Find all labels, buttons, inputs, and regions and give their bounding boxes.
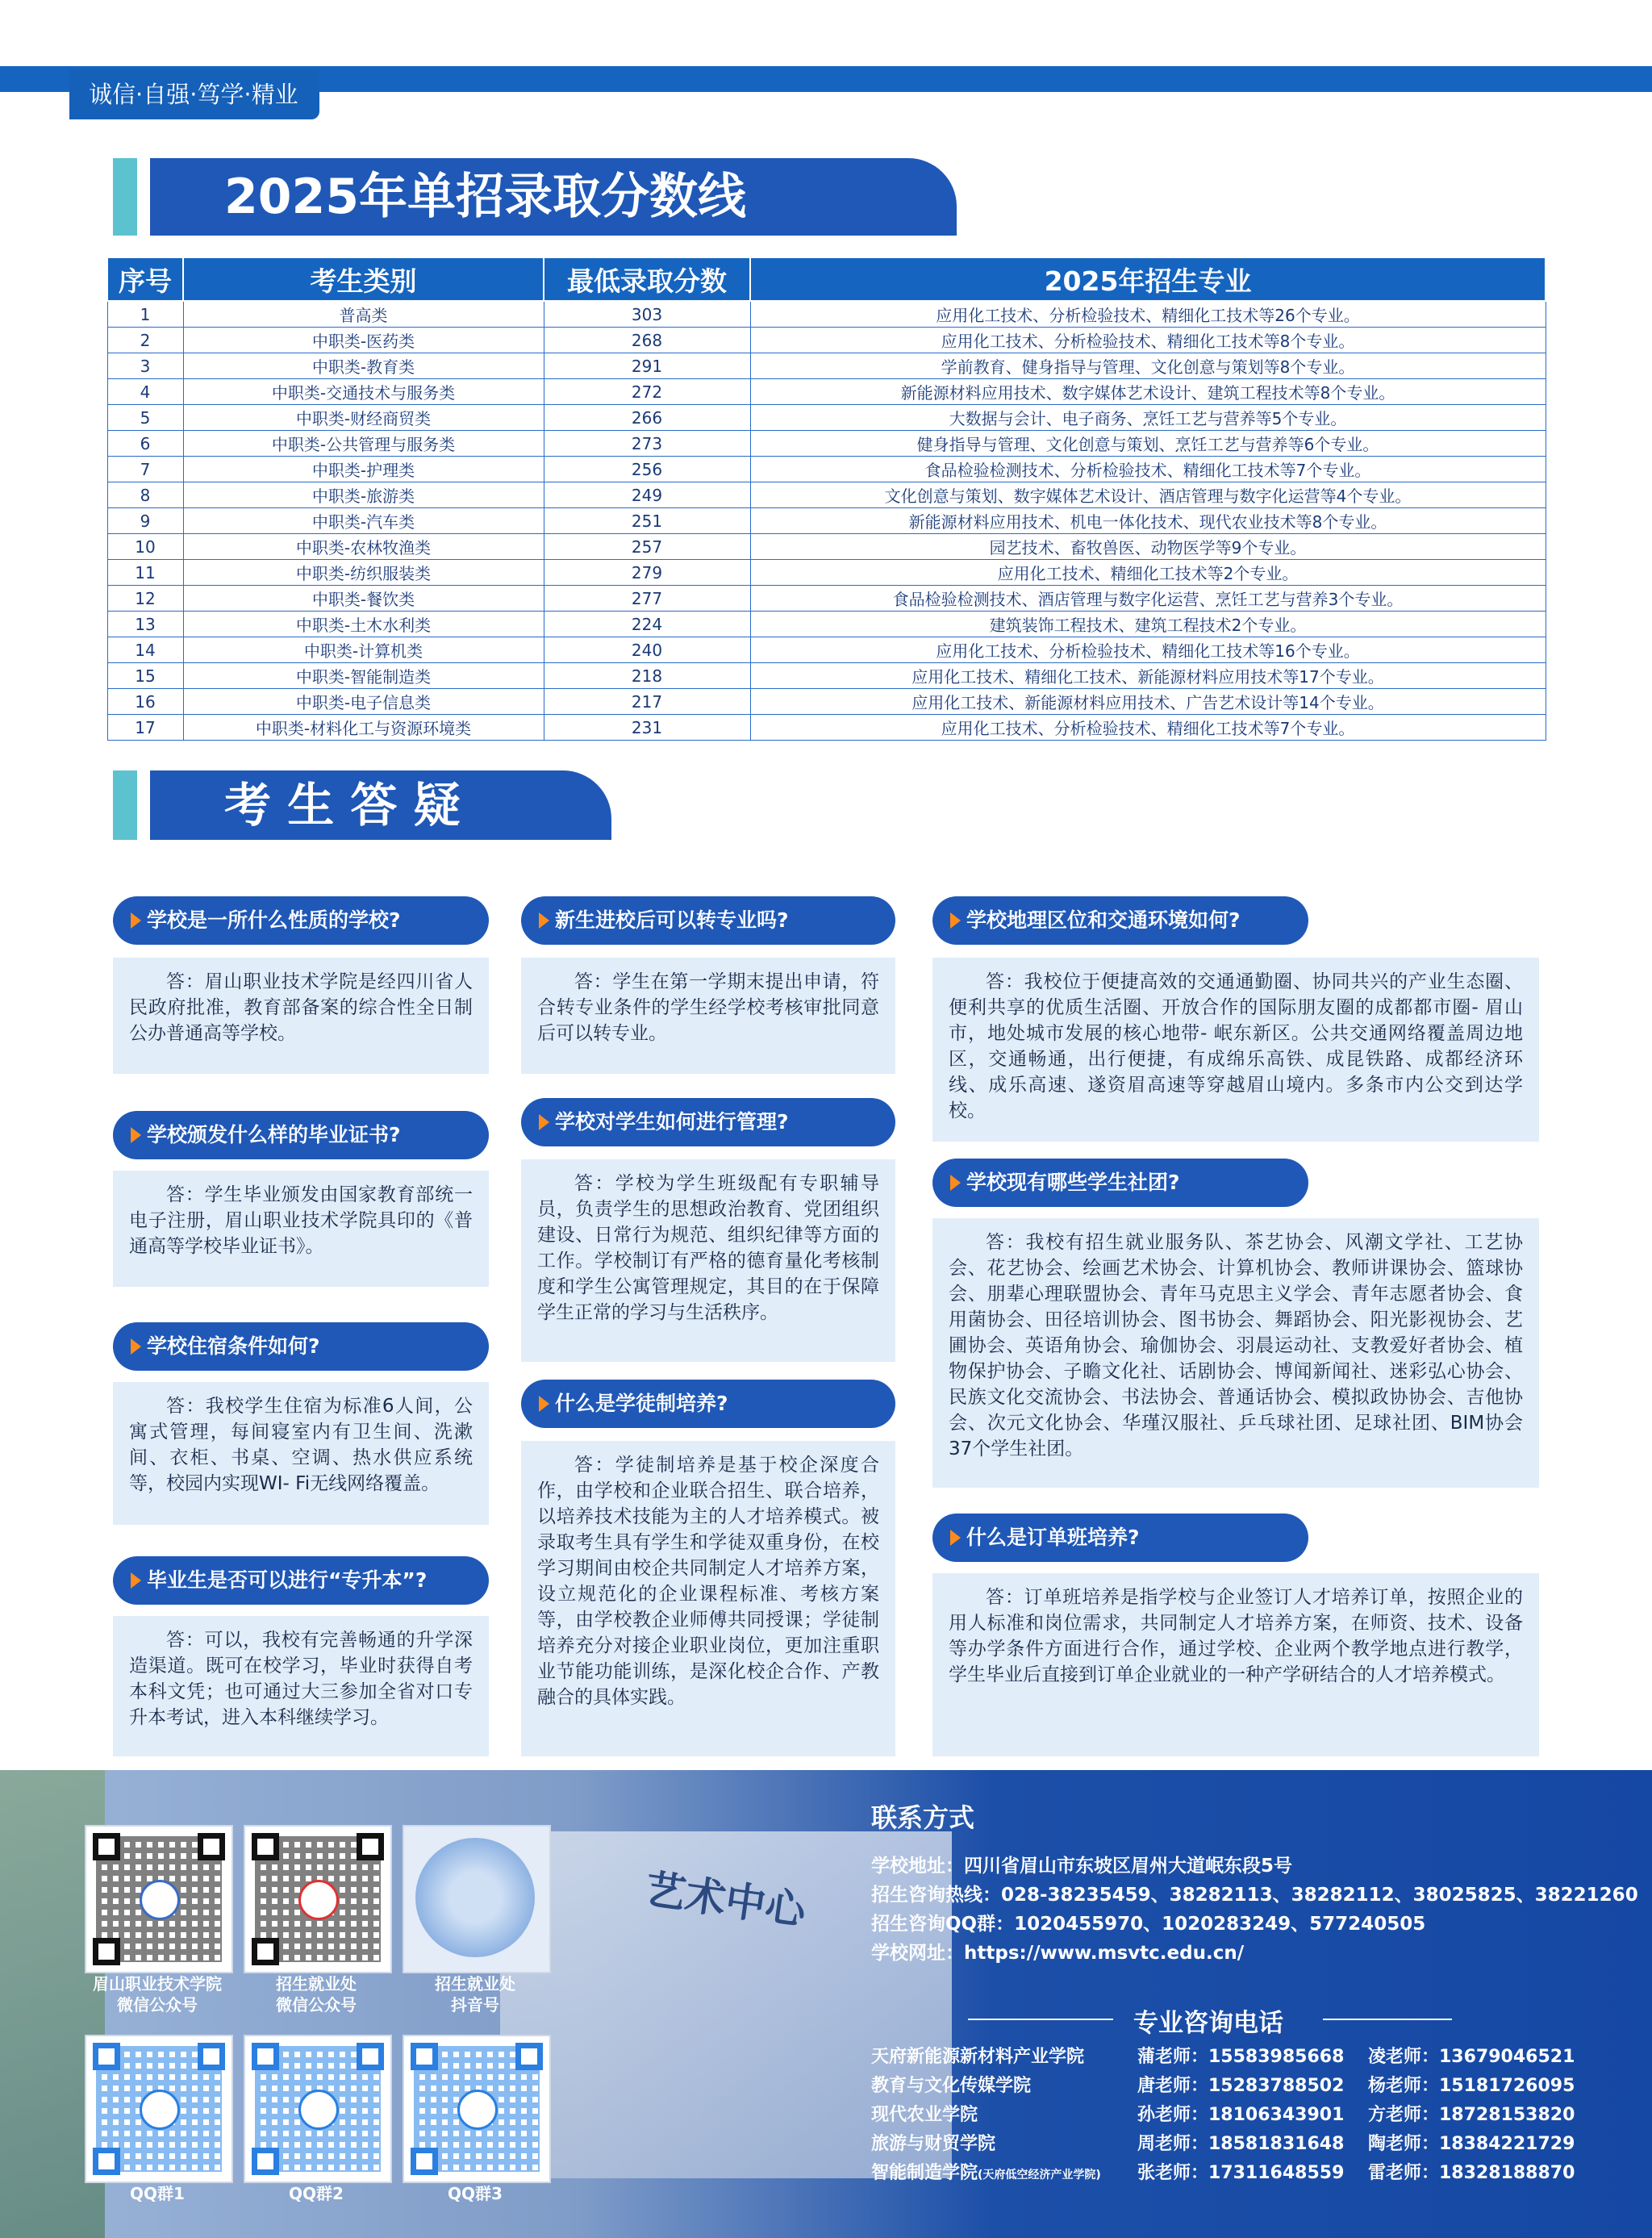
qq-group-1-qr-code[interactable] xyxy=(85,2035,233,2183)
qr-label: 招生就业处 抖音号 xyxy=(435,1974,515,2015)
section-score-title xyxy=(113,158,920,236)
col-header-min-score: 最低录取分数 xyxy=(544,257,750,301)
table-row xyxy=(107,663,1546,689)
qa-question xyxy=(113,1111,489,1159)
cell-category: 中职类-医药类 xyxy=(183,328,544,353)
teacher-phone: 凌老师：13679046521 xyxy=(1368,2047,1575,2067)
school-address: 学校地址：四川省眉山市东坡区眉州大道岷东段5号 xyxy=(871,1856,1293,1877)
cell-index: 16 xyxy=(107,689,183,715)
admission-wechat-qr-code[interactable] xyxy=(244,1825,392,1973)
college-name xyxy=(871,2101,978,2126)
cell-category: 中职类-农林牧渔类 xyxy=(183,534,544,560)
table-header-row xyxy=(107,257,1546,301)
cell-category: 中职类-交通技术与服务类 xyxy=(183,379,544,405)
cell-index: 1 xyxy=(107,301,183,328)
qa-question xyxy=(113,1322,489,1371)
cell-index: 9 xyxy=(107,508,183,534)
qa-question xyxy=(521,1380,895,1428)
qa-question-text: 毕业生是否可以进行“专升本”? xyxy=(147,1568,428,1592)
college-logo-icon xyxy=(140,1880,180,1920)
college-note: (天府低空经济产业学院) xyxy=(978,2169,1101,2182)
qa-question-text: 学校现有哪些学生社团? xyxy=(966,1171,1180,1194)
cell-index: 10 xyxy=(107,534,183,560)
cell-index: 11 xyxy=(107,560,183,586)
bullet-triangle-icon xyxy=(131,1127,141,1143)
qa-question xyxy=(521,1098,895,1146)
qa-answer: 答：我校有招生就业服务队、茶艺协会、风潮文学社、工艺协会、花艺协会、绘画艺术协会、计算机协会、教师讲课协会、篮球协会、朋辈心理联盟协会、青年马克思主义学会、青年志愿者协会、食用菌协会、田径培训协会、图书协会、舞蹈协会、阳光影视协会、艺圃协会、英语角协会、瑜伽协会、羽晨运动社、支教爱好者协会、植物保护协会、子瞻文化社、话剧协会、博闻新闻社、迷彩弘心协会、民族文化交流协会、书法协会、普通话协会、模拟政协协会、吉他协会、次元文化协会、华瑾汉服社、乒乓球社团、足球社团、BIM协会37个学生社团。 xyxy=(932,1218,1539,1488)
cell-min-score: 217 xyxy=(544,689,750,715)
cell-index: 8 xyxy=(107,482,183,508)
cell-index: 6 xyxy=(107,431,183,457)
cell-majors: 应用化工技术、分析检验技术、精细化工技术等16个专业。 xyxy=(750,637,1546,663)
cell-category: 中职类-旅游类 xyxy=(183,482,544,508)
consult-phone-title: 专业咨询电话 xyxy=(1133,2009,1283,2038)
table-row xyxy=(107,431,1546,457)
qa-question xyxy=(932,1514,1308,1562)
table-row xyxy=(107,689,1546,715)
cell-category: 中职类-财经商贸类 xyxy=(183,405,544,431)
table-row xyxy=(107,612,1546,637)
cell-min-score: 249 xyxy=(544,482,750,508)
qr-label: QQ群3 xyxy=(448,2184,503,2203)
cell-index: 3 xyxy=(107,353,183,379)
cell-min-score: 231 xyxy=(544,715,750,741)
cell-category: 中职类-电子信息类 xyxy=(183,689,544,715)
cell-min-score: 224 xyxy=(544,612,750,637)
table-row xyxy=(107,508,1546,534)
teacher-phone: 陶老师：18384221729 xyxy=(1368,2134,1575,2154)
cell-category: 中职类-计算机类 xyxy=(183,637,544,663)
cell-majors: 应用化工技术、分析检验技术、精细化工技术等7个专业。 xyxy=(750,715,1546,741)
qa-answer: 答：我校位于便捷高效的交通通勤圈、协同共兴的产业生态圈、便利共享的优质生活圈、开放合作的国际朋友圈的成都都市圈- 眉山市，地处城市发展的核心地带- 岷东新区。公共交通网络覆盖周边地区，交通畅通，出行便捷，有成绵乐高铁、成昆铁路、成都经济环线、成乐高速、遂资眉高速等穿越眉山境内。多条市内公交到达学校。 xyxy=(932,958,1539,1142)
qa-question-text: 什么是学徒制培养? xyxy=(555,1392,728,1415)
cell-index: 2 xyxy=(107,328,183,353)
bullet-triangle-icon xyxy=(131,1338,141,1355)
admission-qq-groups: 招生咨询QQ群：1020455970、1020283249、577240505 xyxy=(871,1914,1426,1935)
cell-min-score: 218 xyxy=(544,663,750,689)
cell-min-score: 256 xyxy=(544,457,750,482)
qq-logo-icon xyxy=(298,2090,339,2130)
qa-question-text: 学校颁发什么样的毕业证书? xyxy=(147,1123,401,1146)
qa-answer: 答：订单班培养是指学校与企业签订人才培养订单，按照企业的用人标准和岗位需求，共同制定人才培养方案，在师资、技术、设备等办学条件方面进行合作，通过学校、企业两个教学地点进行教学，学生毕业后直接到订单企业就业的一种产学研结合的人才培养模式。 xyxy=(932,1573,1539,1756)
cell-min-score: 303 xyxy=(544,301,750,328)
cell-min-score: 291 xyxy=(544,353,750,379)
cell-min-score: 277 xyxy=(544,586,750,612)
qa-answer: 答：我校学生住宿为标准6人间，公寓式管理，每间寝室内有卫生间、洗漱间、衣柜、书桌、空调、热水供应系统等，校园内实现WI- Fi无线网络覆盖。 xyxy=(113,1382,489,1525)
cell-index: 12 xyxy=(107,586,183,612)
cell-majors: 新能源材料应用技术、机电一体化技术、现代农业技术等8个专业。 xyxy=(750,508,1546,534)
section-qa-title xyxy=(113,770,611,840)
table-row xyxy=(107,586,1546,612)
qa-question xyxy=(113,896,489,945)
cell-category: 中职类-材料化工与资源环境类 xyxy=(183,715,544,741)
table-row xyxy=(107,560,1546,586)
bullet-triangle-icon xyxy=(131,912,141,929)
cell-min-score: 240 xyxy=(544,637,750,663)
douyin-code-icon xyxy=(415,1838,535,1957)
douyin-qr-code[interactable] xyxy=(403,1825,551,1973)
col-header-category: 考生类别 xyxy=(183,257,544,301)
teacher-phone: 张老师：17311648559 xyxy=(1137,2163,1345,2183)
qr-label: QQ群1 xyxy=(130,2184,185,2203)
qr-label: 招生就业处 微信公众号 xyxy=(276,1974,357,2015)
table-row xyxy=(107,637,1546,663)
cell-index: 13 xyxy=(107,612,183,637)
cell-min-score: 266 xyxy=(544,405,750,431)
table-row xyxy=(107,405,1546,431)
qq-group-3-qr-code[interactable] xyxy=(403,2035,551,2183)
cell-majors: 应用化工技术、分析检验技术、精细化工技术等26个专业。 xyxy=(750,301,1546,328)
bullet-triangle-icon xyxy=(131,1572,141,1589)
table-body xyxy=(107,301,1546,741)
college-name xyxy=(871,2043,1084,2068)
qa-question-text: 学校住宿条件如何? xyxy=(147,1334,320,1358)
cell-min-score: 272 xyxy=(544,379,750,405)
cell-min-score: 268 xyxy=(544,328,750,353)
cell-majors: 文化创意与策划、数字媒体艺术设计、酒店管理与数字化运营等4个专业。 xyxy=(750,482,1546,508)
divider xyxy=(968,2019,1113,2020)
table-row xyxy=(107,482,1546,508)
college-name-text: 教育与文化传媒学院 xyxy=(871,2076,1032,2096)
teacher-phone: 杨老师：15181726095 xyxy=(1368,2076,1575,2096)
teacher-phone: 孙老师：18106343901 xyxy=(1137,2105,1345,2125)
qa-answer: 答：学徒制培养是基于校企深度合作，由学校和企业联合招生、联合培养，以培养技术技能为主的人才培养模式。被录取考生具有学生和学徒双重身份，在校学习期间由校企共同制定人才培养方案，设立规范化的企业课程标准、考核方案等，由学校教企业师傅共同授课；学徒制培养充分对接企业职业岗位，更加注重职业节能功能训练，是深化校企合作、产教融合的具体实践。 xyxy=(521,1441,895,1756)
score-table xyxy=(106,257,1546,741)
cell-majors: 大数据与会计、电子商务、烹饪工艺与营养等5个专业。 xyxy=(750,405,1546,431)
cell-majors: 应用化工技术、精细化工技术等2个专业。 xyxy=(750,560,1546,586)
table-row xyxy=(107,353,1546,379)
cell-category: 中职类-餐饮类 xyxy=(183,586,544,612)
cell-category: 中职类-土木水利类 xyxy=(183,612,544,637)
college-name xyxy=(871,2130,995,2155)
contact-title: 联系方式 xyxy=(871,1802,975,1833)
admission-logo-icon xyxy=(298,1880,339,1920)
col-header-majors: 2025年招生专业 xyxy=(750,257,1546,301)
teacher-phone: 唐老师：15283788502 xyxy=(1137,2076,1345,2096)
cell-majors: 建筑装饰工程技术、建筑工程技术2个专业。 xyxy=(750,612,1546,637)
college-name-text: 天府新能源新材料产业学院 xyxy=(871,2047,1085,2067)
table-row xyxy=(107,534,1546,560)
qa-question xyxy=(521,896,895,945)
col-header-index: 序号 xyxy=(107,257,183,301)
college-name-text: 智能制造学院 xyxy=(871,2163,978,2183)
divider xyxy=(1323,2019,1452,2020)
cell-majors: 应用化工技术、新能源材料应用技术、广告艺术设计等14个专业。 xyxy=(750,689,1546,715)
wechat-official-qr-code[interactable] xyxy=(85,1825,233,1973)
bullet-triangle-icon xyxy=(539,1396,549,1412)
cell-category: 中职类-智能制造类 xyxy=(183,663,544,689)
table-row xyxy=(107,328,1546,353)
qa-question xyxy=(932,1159,1308,1207)
cell-majors: 学前教育、健身指导与管理、文化创意与策划等8个专业。 xyxy=(750,353,1546,379)
cell-index: 15 xyxy=(107,663,183,689)
qq-logo-icon xyxy=(457,2090,498,2130)
bullet-triangle-icon xyxy=(950,1175,961,1191)
qr-label: 眉山职业技术学院 微信公众号 xyxy=(93,1974,222,2015)
qa-answer: 答：眉山职业技术学院是经四川省人民政府批准，教育部备案的综合性全日制公办普通高等学校。 xyxy=(113,958,489,1074)
title-accent xyxy=(113,158,137,236)
slogan: 诚信·自强·笃学·精业 xyxy=(69,69,319,119)
qq-logo-icon xyxy=(140,2090,180,2130)
cell-category: 普高类 xyxy=(183,301,544,328)
school-website[interactable]: 学校网址：https://www.msvtc.edu.cn/ xyxy=(871,1943,1245,1964)
qa-question-text: 什么是订单班培养? xyxy=(966,1526,1140,1549)
qa-answer: 答：学生在第一学期末提出申请，符合转专业条件的学生经学校考核审批同意后可以转专业。 xyxy=(521,958,895,1074)
qa-answer: 答：可以，我校有完善畅通的升学深造渠道。既可在校学习，毕业时获得自考本科文凭；也可通过大三参加全省对口专升本考试，进入本科继续学习。 xyxy=(113,1616,489,1756)
qq-group-2-qr-code[interactable] xyxy=(244,2035,392,2183)
cell-category: 中职类-汽车类 xyxy=(183,508,544,534)
cell-category: 中职类-教育类 xyxy=(183,353,544,379)
cell-category: 中职类-纺织服装类 xyxy=(183,560,544,586)
qa-question xyxy=(932,896,1308,945)
bullet-triangle-icon xyxy=(539,1114,549,1130)
qa-question xyxy=(113,1556,489,1605)
qa-question-text: 学校是一所什么性质的学校? xyxy=(147,908,401,932)
cell-index: 4 xyxy=(107,379,183,405)
table-row xyxy=(107,715,1546,741)
cell-index: 5 xyxy=(107,405,183,431)
cell-category: 中职类-护理类 xyxy=(183,457,544,482)
cell-index: 17 xyxy=(107,715,183,741)
qa-answer: 答：学校为学生班级配有专职辅导员，负责学生的思想政治教育、党团组织建设、日常行为规范、组织纪律等方面的工作。学校制订有严格的德育量化考核制度和学生公寓管理规定，其目的在于保障学生正常的学习与生活秩序。 xyxy=(521,1159,895,1362)
building-sign: 艺术中心 xyxy=(642,1865,809,1935)
teacher-phone: 雷老师：18328188870 xyxy=(1368,2163,1575,2183)
cell-majors: 健身指导与管理、文化创意与策划、烹饪工艺与营养等6个专业。 xyxy=(750,431,1546,457)
college-name-text: 现代农业学院 xyxy=(871,2105,978,2125)
section-qa-title-text: 考 生 答 疑 xyxy=(150,770,611,840)
cell-majors: 应用化工技术、分析检验技术、精细化工技术等8个专业。 xyxy=(750,328,1546,353)
qa-answer: 答：学生毕业颁发由国家教育部统一电子注册，眉山职业技术学院具印的《普通高等学校毕业证书》。 xyxy=(113,1171,489,1287)
cell-index: 7 xyxy=(107,457,183,482)
cell-category: 中职类-公共管理与服务类 xyxy=(183,431,544,457)
cell-majors: 食品检验检测技术、酒店管理与数字化运营、烹饪工艺与营养3个专业。 xyxy=(750,586,1546,612)
teacher-phone: 周老师：18581831648 xyxy=(1137,2134,1345,2154)
cell-min-score: 251 xyxy=(544,508,750,534)
bullet-triangle-icon xyxy=(539,912,549,929)
bullet-triangle-icon xyxy=(950,912,961,929)
qa-question-text: 新生进校后可以转专业吗? xyxy=(555,908,789,932)
bullet-triangle-icon xyxy=(950,1530,961,1546)
cell-min-score: 279 xyxy=(544,560,750,586)
qa-question-text: 学校地理区位和交通环境如何? xyxy=(966,908,1241,932)
table-row xyxy=(107,379,1546,405)
title-accent xyxy=(113,770,137,840)
cell-min-score: 273 xyxy=(544,431,750,457)
qr-label: QQ群2 xyxy=(289,2184,344,2203)
cell-majors: 新能源材料应用技术、数字媒体艺术设计、建筑工程技术等8个专业。 xyxy=(750,379,1546,405)
teacher-phone: 蒲老师：15583985668 xyxy=(1137,2047,1345,2067)
cell-majors: 园艺技术、畜牧兽医、动物医学等9个专业。 xyxy=(750,534,1546,560)
teacher-phone: 方老师：18728153820 xyxy=(1368,2105,1575,2125)
table-row xyxy=(107,301,1546,328)
cell-index: 14 xyxy=(107,637,183,663)
cell-min-score: 257 xyxy=(544,534,750,560)
college-name xyxy=(871,2159,1101,2184)
admission-hotline: 招生咨询热线：028-38235459、38282113、38282112、38025825、38221260 xyxy=(871,1885,1638,1906)
college-name-text: 旅游与财贸学院 xyxy=(871,2134,996,2154)
section-score-title-text: 2025年单招录取分数线 xyxy=(150,158,957,236)
cell-majors: 应用化工技术、精细化工技术、新能源材料应用技术等17个专业。 xyxy=(750,663,1546,689)
cell-majors: 食品检验检测技术、分析检验技术、精细化工技术等7个专业。 xyxy=(750,457,1546,482)
college-name xyxy=(871,2072,1031,2097)
qa-question-text: 学校对学生如何进行管理? xyxy=(555,1110,789,1134)
table-row xyxy=(107,457,1546,482)
